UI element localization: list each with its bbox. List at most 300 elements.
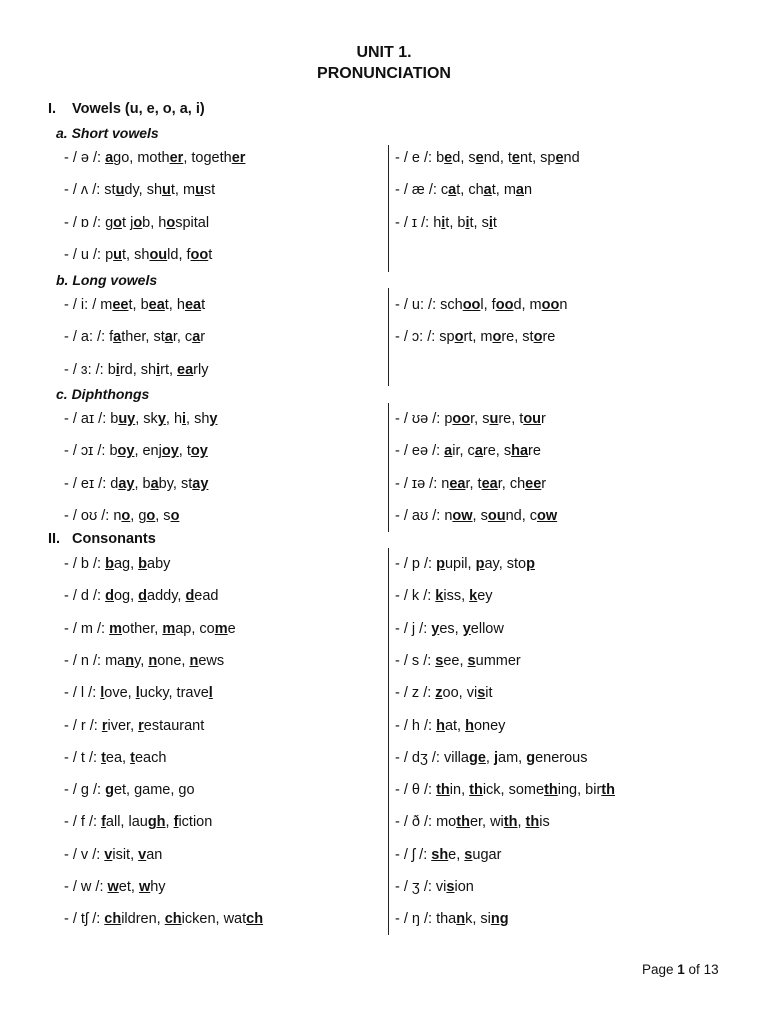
highlighted-letters: u xyxy=(115,182,125,199)
highlighted-letters: uy xyxy=(118,411,136,427)
example-text: rly xyxy=(193,361,209,378)
example-text: t, m xyxy=(491,182,516,199)
example-text: ove, xyxy=(104,685,136,702)
highlighted-letters: l xyxy=(100,685,105,702)
sound-example-row xyxy=(395,621,504,637)
example-text: - / g /: xyxy=(64,782,106,799)
example-text: - / æ /: c xyxy=(395,182,449,199)
highlighted-letters: h xyxy=(436,717,445,734)
example-text: ick, some xyxy=(482,782,545,799)
highlighted-letters: y xyxy=(431,620,440,637)
sound-example-row xyxy=(64,685,213,701)
example-text: ap, co xyxy=(175,620,215,637)
example-text: ther, st xyxy=(121,329,165,346)
subsection-heading-c-diphthongs: c. Diphthongs xyxy=(56,386,150,402)
highlighted-letters: i xyxy=(465,214,470,231)
sound-example-row xyxy=(64,782,195,798)
highlighted-letters: i xyxy=(488,214,493,231)
example-text: og, xyxy=(113,588,139,605)
highlighted-letters: o xyxy=(492,329,502,346)
highlighted-letters: d xyxy=(105,588,114,605)
example-text: e xyxy=(227,620,236,637)
example-text: n xyxy=(523,182,533,199)
example-text: , s xyxy=(472,507,488,524)
example-text: - / aʊ /: n xyxy=(395,507,453,524)
highlighted-letters: y xyxy=(157,411,166,427)
subsection-heading-a-short-vowels: a. Short vowels xyxy=(56,125,159,141)
highlighted-letters: v xyxy=(104,846,113,863)
example-text: an xyxy=(146,846,163,863)
highlighted-letters: sh xyxy=(431,846,449,863)
example-text: , b xyxy=(134,475,151,492)
example-text: - / t /: xyxy=(64,749,102,766)
example-text: k, si xyxy=(465,911,491,928)
column-divider xyxy=(388,548,389,935)
example-text: t, b xyxy=(128,297,149,313)
highlighted-letters: d xyxy=(185,588,195,605)
example-text: - / ɔ: /: sp xyxy=(395,329,455,346)
highlighted-letters: s xyxy=(464,846,473,863)
highlighted-letters: v xyxy=(138,846,147,863)
highlighted-letters: l xyxy=(208,685,213,702)
example-text: rt, m xyxy=(463,329,493,346)
highlighted-letters: oo xyxy=(541,297,560,313)
sound-example-row xyxy=(64,329,205,345)
highlighted-letters: s xyxy=(477,685,486,702)
highlighted-letters: o xyxy=(113,214,123,231)
example-text: ellow xyxy=(470,620,504,637)
highlighted-letters: ea xyxy=(177,361,194,378)
highlighted-letters: o xyxy=(170,507,180,524)
total-pages: 13 xyxy=(703,962,719,977)
highlighted-letters: oy xyxy=(161,443,179,460)
example-text: - / u /: p xyxy=(64,246,114,263)
example-text: re xyxy=(528,443,541,460)
example-text: t xyxy=(492,214,497,231)
example-text: - / ʌ /: st xyxy=(64,182,116,199)
sound-example-row xyxy=(395,556,535,572)
highlighted-letters: er xyxy=(231,150,246,166)
example-text: r xyxy=(200,329,206,346)
example-text: iver, xyxy=(107,717,139,734)
example-text: - / ɜ: /: b xyxy=(64,361,116,378)
example-text: , g xyxy=(130,507,147,524)
example-text: , xyxy=(485,749,494,766)
example-text: t, b xyxy=(445,214,466,231)
example-text: t, sh xyxy=(122,246,150,263)
highlighted-letters: a xyxy=(192,329,201,346)
example-text: upil, xyxy=(444,556,476,572)
highlighted-letters: s xyxy=(467,652,476,669)
example-text: - / j /: xyxy=(395,620,432,637)
sound-example-row xyxy=(395,508,557,524)
example-text: aby xyxy=(147,556,171,572)
sound-example-row xyxy=(395,847,501,863)
example-text: - / f /: xyxy=(64,814,102,831)
highlighted-letters: gh xyxy=(147,814,166,831)
example-text: n xyxy=(559,297,568,313)
example-text: b, h xyxy=(142,214,167,231)
example-text: isit, xyxy=(112,846,139,863)
example-text: go, moth xyxy=(113,150,170,166)
example-text: oo, vi xyxy=(442,685,478,702)
example-text: - / ɒ /: g xyxy=(64,214,114,231)
highlighted-letters: o xyxy=(454,329,464,346)
highlighted-letters: b xyxy=(138,556,147,572)
footer-prefix: Page xyxy=(642,962,678,977)
example-text: ay, sto xyxy=(484,556,527,572)
highlighted-letters: n xyxy=(148,652,158,669)
example-text: , xyxy=(517,814,526,831)
highlighted-letters: a xyxy=(150,475,159,492)
example-text: , sk xyxy=(135,411,158,427)
example-text: nd, c xyxy=(505,507,538,524)
example-text: - / i: / m xyxy=(64,297,113,313)
highlighted-letters: s xyxy=(435,652,444,669)
highlighted-letters: a xyxy=(105,150,114,166)
example-text: by, st xyxy=(158,475,193,492)
column-divider xyxy=(388,145,389,272)
example-text: nt, sp xyxy=(520,150,556,166)
highlighted-letters: ch xyxy=(164,911,182,928)
example-text: ea, xyxy=(105,749,131,766)
example-text: , togeth xyxy=(183,150,232,166)
highlighted-letters: o xyxy=(133,214,143,231)
example-text: at, xyxy=(444,717,466,734)
sound-example-row xyxy=(64,411,218,427)
example-text: es, xyxy=(439,620,463,637)
example-text: icken, wat xyxy=(181,911,247,928)
highlighted-letters: p xyxy=(436,556,445,572)
example-text: - / ʒ /: vi xyxy=(395,879,447,895)
highlighted-letters: h xyxy=(465,717,474,734)
example-text: t j xyxy=(122,214,134,231)
example-text: is xyxy=(539,814,550,831)
column-divider xyxy=(388,403,389,532)
highlighted-letters: b xyxy=(105,556,114,572)
example-text: , xyxy=(165,814,174,831)
example-text: rt, xyxy=(160,361,178,378)
highlighted-letters: r xyxy=(101,717,108,734)
highlighted-letters: n xyxy=(456,911,466,928)
sound-example-row xyxy=(64,911,263,927)
current-page: 1 xyxy=(677,962,685,977)
example-text: iction xyxy=(178,814,213,831)
highlighted-letters: z xyxy=(435,685,443,702)
highlighted-letters: th xyxy=(436,782,450,799)
example-text: ucky, trave xyxy=(139,685,209,702)
example-text: - / e /: b xyxy=(395,150,445,166)
highlighted-letters: ea xyxy=(481,475,498,492)
example-text: - / dʒ /: villa xyxy=(395,749,469,766)
highlighted-letters: th xyxy=(544,782,558,799)
example-text: d, m xyxy=(513,297,542,313)
sound-example-row xyxy=(395,411,546,427)
highlighted-letters: ea xyxy=(148,297,165,313)
sound-example-row xyxy=(64,215,209,231)
highlighted-letters: u xyxy=(195,182,204,199)
unit-title: UNIT 1. xyxy=(356,44,412,61)
example-text: ugar xyxy=(472,846,502,863)
highlighted-letters: d xyxy=(138,588,147,605)
example-text: - / oʊ /: n xyxy=(64,507,122,524)
highlighted-letters: t xyxy=(101,749,106,766)
example-text: - / h /: xyxy=(395,717,437,734)
example-text: - / ʃ /: xyxy=(395,846,432,863)
highlighted-letters: ow xyxy=(537,507,558,524)
example-text: nd, t xyxy=(483,150,512,166)
example-text: t, s xyxy=(469,214,489,231)
sound-example-row xyxy=(395,750,587,766)
example-text: ing, bir xyxy=(557,782,602,799)
highlighted-letters: ge xyxy=(468,749,486,766)
sound-example-row xyxy=(64,150,245,166)
section-number: I. xyxy=(48,101,57,117)
example-text: nd xyxy=(563,150,580,166)
example-text: - / v /: xyxy=(64,846,105,863)
example-text: - / eə /: xyxy=(395,443,445,460)
highlighted-letters: e xyxy=(475,150,484,166)
example-text: et, xyxy=(118,879,139,895)
highlighted-letters: g xyxy=(105,782,114,799)
sound-example-row xyxy=(395,879,474,895)
example-text: hy xyxy=(150,879,166,895)
sound-example-row xyxy=(64,879,166,895)
example-text: , s xyxy=(155,507,171,524)
sound-example-row xyxy=(64,297,205,313)
example-text: - / ɪ /: h xyxy=(395,214,442,231)
highlighted-letters: m xyxy=(109,620,123,637)
example-text: - / r /: xyxy=(64,717,102,734)
example-text: e, xyxy=(448,846,465,863)
highlighted-letters: th xyxy=(503,814,518,831)
highlighted-letters: ou xyxy=(149,246,168,263)
example-text: t, ch xyxy=(456,182,484,199)
sound-example-row xyxy=(64,718,204,734)
example-text: re, s xyxy=(482,443,512,460)
example-text: t xyxy=(208,246,213,263)
example-text: - / eɪ /: d xyxy=(64,475,119,492)
highlighted-letters: ay xyxy=(192,475,209,492)
section-heading-consonants xyxy=(48,531,156,547)
example-text: ummer xyxy=(475,652,521,669)
example-text: ey xyxy=(477,588,493,605)
highlighted-letters: o xyxy=(533,329,543,346)
sound-example-row xyxy=(395,182,532,198)
highlighted-letters: a xyxy=(444,443,453,460)
example-text: st xyxy=(203,182,216,199)
highlighted-letters: o xyxy=(121,507,131,524)
example-text: r xyxy=(541,475,547,492)
highlighted-letters: ha xyxy=(511,443,529,460)
example-text: ee, xyxy=(443,652,468,669)
example-text: - / m /: xyxy=(64,620,110,637)
example-text: ildren, xyxy=(121,911,165,928)
highlighted-letters: u xyxy=(489,411,499,427)
example-text: ld, f xyxy=(167,246,191,263)
example-text: - / d /: xyxy=(64,588,106,605)
example-text: ead xyxy=(194,588,219,605)
page-footer xyxy=(642,962,719,977)
highlighted-letters: oo xyxy=(452,411,471,427)
section-number: II. xyxy=(48,531,61,547)
sound-example-row xyxy=(395,911,509,927)
highlighted-letters: ng xyxy=(490,911,509,928)
highlighted-letters: r xyxy=(138,717,144,734)
highlighted-letters: i xyxy=(441,214,446,231)
highlighted-letters: w xyxy=(138,879,151,895)
sound-example-row xyxy=(395,718,505,734)
section-heading-vowels-u-e-o-a-i xyxy=(48,101,205,117)
highlighted-letters: u xyxy=(162,182,171,199)
example-text: r, s xyxy=(470,411,490,427)
example-text: am, xyxy=(498,749,527,766)
example-text: each xyxy=(134,749,167,766)
example-text: - / s /: xyxy=(395,652,436,669)
highlighted-letters: g xyxy=(526,749,536,766)
example-text: r, ch xyxy=(497,475,526,492)
highlighted-letters: y xyxy=(462,620,471,637)
highlighted-letters: th xyxy=(456,814,470,831)
highlighted-letters: m xyxy=(162,620,176,637)
example-text: r, c xyxy=(172,329,193,346)
example-text: - / a: /: f xyxy=(64,329,114,346)
example-text: er, wi xyxy=(469,814,504,831)
example-text: ews xyxy=(198,652,225,669)
example-text: r xyxy=(541,411,546,427)
example-text: - / n /: ma xyxy=(64,652,126,669)
highlighted-letters: n xyxy=(189,652,199,669)
highlighted-letters: o xyxy=(146,507,156,524)
example-text: r, t xyxy=(465,475,482,492)
example-text: dy, sh xyxy=(124,182,163,199)
highlighted-letters: ow xyxy=(452,507,473,524)
highlighted-letters: e xyxy=(444,150,453,166)
example-text: - / tʃ /: xyxy=(64,911,105,928)
highlighted-letters: oo xyxy=(190,246,209,263)
example-text: - / ɪə /: n xyxy=(395,475,450,492)
highlighted-letters: s xyxy=(446,879,455,895)
highlighted-letters: th xyxy=(469,782,483,799)
sound-example-row xyxy=(395,443,541,459)
highlighted-letters: ea xyxy=(449,475,466,492)
highlighted-letters: th xyxy=(601,782,615,799)
highlighted-letters: a xyxy=(515,182,524,199)
example-text: , h xyxy=(165,411,183,427)
example-text: ag, xyxy=(113,556,139,572)
sound-example-row xyxy=(64,750,166,766)
sound-example-row xyxy=(64,588,219,604)
highlighted-letters: e xyxy=(511,150,520,166)
sound-example-row xyxy=(395,653,521,669)
example-text: - / ʊə /: p xyxy=(395,411,453,427)
example-text: t, h xyxy=(164,297,185,313)
highlighted-letters: ch xyxy=(246,911,264,928)
example-text: oney xyxy=(473,717,506,734)
highlighted-letters: a xyxy=(474,443,483,460)
example-text: re xyxy=(542,329,556,346)
sound-example-row xyxy=(395,150,580,166)
sound-example-row xyxy=(64,443,208,459)
highlighted-letters: k xyxy=(435,588,444,605)
example-text: in, xyxy=(449,782,470,799)
highlighted-letters: e xyxy=(555,150,564,166)
example-text: rd, sh xyxy=(119,361,157,378)
highlighted-letters: ee xyxy=(112,297,129,313)
highlighted-letters: oy xyxy=(117,443,135,460)
section-title: Vowels (u, e, o, a, i) xyxy=(72,101,205,117)
highlighted-letters: k xyxy=(469,588,478,605)
highlighted-letters: y xyxy=(209,411,218,427)
example-text: d, s xyxy=(452,150,476,166)
highlighted-letters: i xyxy=(115,361,120,378)
example-text: re, st xyxy=(501,329,534,346)
example-text: - / ŋ /: tha xyxy=(395,911,457,928)
sound-example-row xyxy=(395,588,493,604)
sound-example-row xyxy=(395,329,555,345)
example-text: - / ə /: xyxy=(64,150,106,166)
example-text: estaurant xyxy=(143,717,205,734)
section-title: Consonants xyxy=(72,531,156,547)
page-title: PRONUNCIATION xyxy=(317,65,451,82)
highlighted-letters: ch xyxy=(104,911,122,928)
highlighted-letters: a xyxy=(483,182,492,199)
highlighted-letters: i xyxy=(156,361,161,378)
footer-middle: of xyxy=(684,962,704,977)
sound-example-row xyxy=(64,621,236,637)
example-text: - / z /: xyxy=(395,685,436,702)
example-text: one, xyxy=(157,652,190,669)
example-text: - / l /: xyxy=(64,685,101,702)
highlighted-letters: w xyxy=(107,879,119,895)
sound-example-row xyxy=(64,847,162,863)
example-text: spital xyxy=(175,214,210,231)
example-text: - / p /: xyxy=(395,556,437,572)
example-text: l, f xyxy=(480,297,496,313)
highlighted-letters: f xyxy=(101,814,106,831)
sound-example-row xyxy=(64,362,208,378)
sound-example-row xyxy=(395,685,493,701)
highlighted-letters: l xyxy=(135,685,140,702)
sound-example-row xyxy=(64,814,212,830)
highlighted-letters: ee xyxy=(525,475,542,492)
example-text: addy, xyxy=(147,588,186,605)
highlighted-letters: a xyxy=(448,182,457,199)
example-text: - / k /: xyxy=(395,588,436,605)
sound-example-row xyxy=(395,814,550,830)
sound-example-row xyxy=(64,476,208,492)
highlighted-letters: ou xyxy=(487,507,506,524)
example-text: , sh xyxy=(186,411,210,427)
subsection-heading-b-long-vowels: b. Long vowels xyxy=(56,272,158,288)
highlighted-letters: oo xyxy=(462,297,481,313)
sound-example-row xyxy=(64,247,212,263)
highlighted-letters: m xyxy=(214,620,228,637)
example-text: - / θ /: xyxy=(395,782,437,799)
example-text: - / ɔɪ /: b xyxy=(64,443,118,460)
example-text: - / ð /: mo xyxy=(395,814,457,831)
example-text: - / aɪ /: b xyxy=(64,411,119,427)
highlighted-letters: oo xyxy=(495,297,514,313)
example-text: t, m xyxy=(170,182,196,199)
highlighted-letters: p xyxy=(475,556,485,572)
highlighted-letters: er xyxy=(169,150,184,166)
example-text: , enj xyxy=(134,443,162,460)
highlighted-letters: i xyxy=(182,411,187,427)
sound-example-row xyxy=(395,476,546,492)
example-text: et, game, go xyxy=(113,782,195,799)
example-text: it xyxy=(485,685,493,702)
